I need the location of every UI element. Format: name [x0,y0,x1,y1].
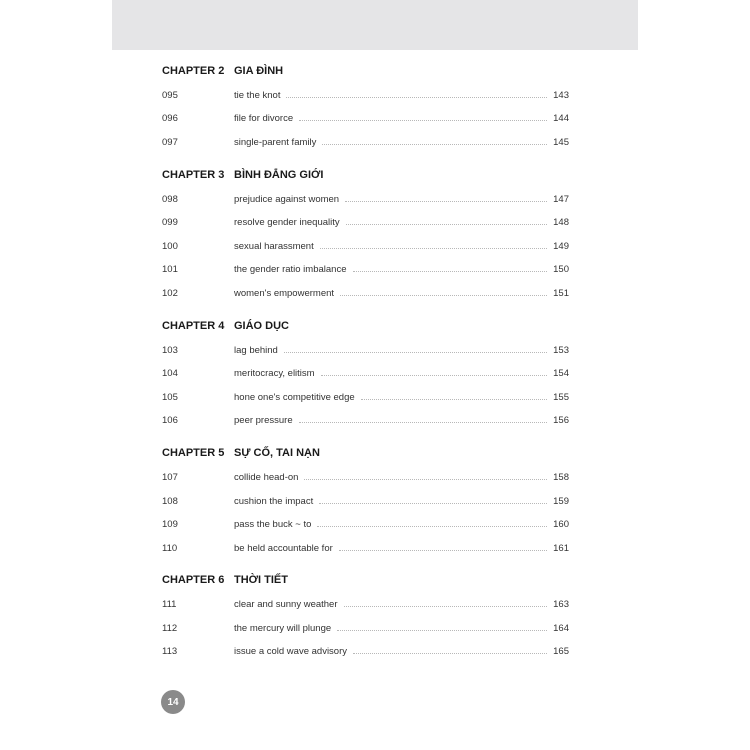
header-band [112,0,638,50]
entry-code: 096 [162,113,178,125]
entry-page: 149 [553,240,569,252]
dot-leader [353,653,547,654]
dot-leader [299,422,548,423]
toc-entry [162,409,569,433]
toc-entry [162,513,569,537]
toc-entry [162,489,569,513]
toc-entry [162,84,569,108]
entry-title: clear and sunny weather [234,599,338,611]
entry-page: 158 [553,471,569,483]
entry-code: 095 [162,89,178,101]
entry-code: 098 [162,193,178,205]
entry-page: 144 [553,113,569,125]
toc-entry [162,187,569,211]
chapter-label: CHAPTER 5 [162,446,225,459]
entry-page: 163 [553,599,569,611]
dot-leader [361,399,547,400]
entry-code: 105 [162,391,178,403]
entry-code: 101 [162,264,178,276]
toc-entry [162,282,569,306]
toc-entry [162,536,569,560]
entry-title: resolve gender inequality [234,217,340,229]
dot-leader [319,503,547,504]
entry-title: cushion the impact [234,495,314,507]
chapter-label: CHAPTER 2 [162,64,225,77]
entry-page: 161 [553,542,569,554]
chapter-heading [162,162,569,188]
entry-title: collide head-on [234,471,299,483]
dot-leader [304,479,547,480]
chapter-heading [162,313,569,339]
entry-page: 143 [553,89,569,101]
toc-entry [162,385,569,409]
entry-page: 164 [553,622,569,634]
entry-code: 103 [162,344,178,356]
dot-leader [344,606,548,607]
entry-title: peer pressure [234,415,293,427]
entry-title: the gender ratio imbalance [234,264,347,276]
chapter-title: THỜI TIẾT [234,574,288,587]
entry-page: 145 [553,136,569,148]
entry-page: 153 [553,344,569,356]
toc-entry [162,107,569,131]
toc-entry [162,131,569,155]
entry-code: 113 [162,646,178,658]
chapter-title: GIÁO DỤC [234,319,289,332]
entry-title: be held accountable for [234,542,333,554]
toc-entry [162,593,569,617]
entry-page: 155 [553,391,569,403]
entry-page: 159 [553,495,569,507]
entry-title: hone one's competitive edge [234,391,355,403]
entry-code: 112 [162,622,178,634]
dot-leader [320,248,547,249]
chapter-heading [162,440,569,466]
dot-leader [299,120,547,121]
entry-title: issue a cold wave advisory [234,646,347,658]
entry-page: 154 [553,368,569,380]
dot-leader [346,224,548,225]
toc-entry [162,258,569,282]
entry-title: lag behind [234,344,278,356]
entry-code: 110 [162,542,178,554]
entry-code: 111 [162,599,177,611]
entry-page: 147 [553,193,569,205]
toc-entry [162,362,569,386]
dot-leader [340,295,547,296]
chapter-title: BÌNH ĐẲNG GIỚI [234,168,324,181]
chapter-label: CHAPTER 3 [162,168,225,181]
chapter-title: SỰ CỐ, TAI NẠN [234,446,320,459]
dot-leader [339,550,547,551]
entry-title: pass the buck ~ to [234,519,312,531]
dot-leader [353,271,548,272]
page-number-badge: 14 [161,690,185,714]
toc-entry [162,211,569,235]
chapter-heading [162,568,569,594]
dot-leader [286,97,547,98]
entry-title: sexual harassment [234,240,314,252]
toc-entry [162,338,569,362]
entry-code: 097 [162,136,178,148]
entry-code: 107 [162,471,178,483]
toc-entry [162,466,569,490]
dot-leader [337,630,547,631]
entry-title: prejudice against women [234,193,340,205]
entry-code: 102 [162,287,178,299]
entry-page: 148 [553,217,569,229]
dot-leader [317,526,547,527]
toc-entry [162,234,569,258]
entry-code: 100 [162,240,178,252]
entry-page: 151 [553,287,569,299]
entry-title: women's empowerment [234,287,335,299]
chapter-label: CHAPTER 4 [162,319,225,332]
toc-entry [162,617,569,641]
chapter-label: CHAPTER 6 [162,574,225,587]
chapter-title: GIA ĐÌNH [234,64,284,77]
table-of-contents [162,58,569,664]
entry-code: 099 [162,217,178,229]
entry-page: 165 [553,646,569,658]
entry-title: file for divorce [234,113,294,125]
entry-code: 109 [162,519,178,531]
entry-code: 104 [162,368,178,380]
entry-title: single-parent family [234,136,317,148]
dot-leader [345,201,547,202]
entry-page: 156 [553,415,569,427]
dot-leader [321,375,548,376]
dot-leader [322,144,547,145]
entry-code: 106 [162,415,178,427]
dot-leader [284,352,547,353]
entry-title: meritocracy, elitism [234,368,315,380]
toc-entry [162,640,569,664]
chapter-heading [162,58,569,84]
entry-page: 150 [553,264,569,276]
entry-title: the mercury will plunge [234,622,332,634]
entry-page: 160 [553,519,569,531]
entry-code: 108 [162,495,178,507]
entry-title: tie the knot [234,89,281,101]
